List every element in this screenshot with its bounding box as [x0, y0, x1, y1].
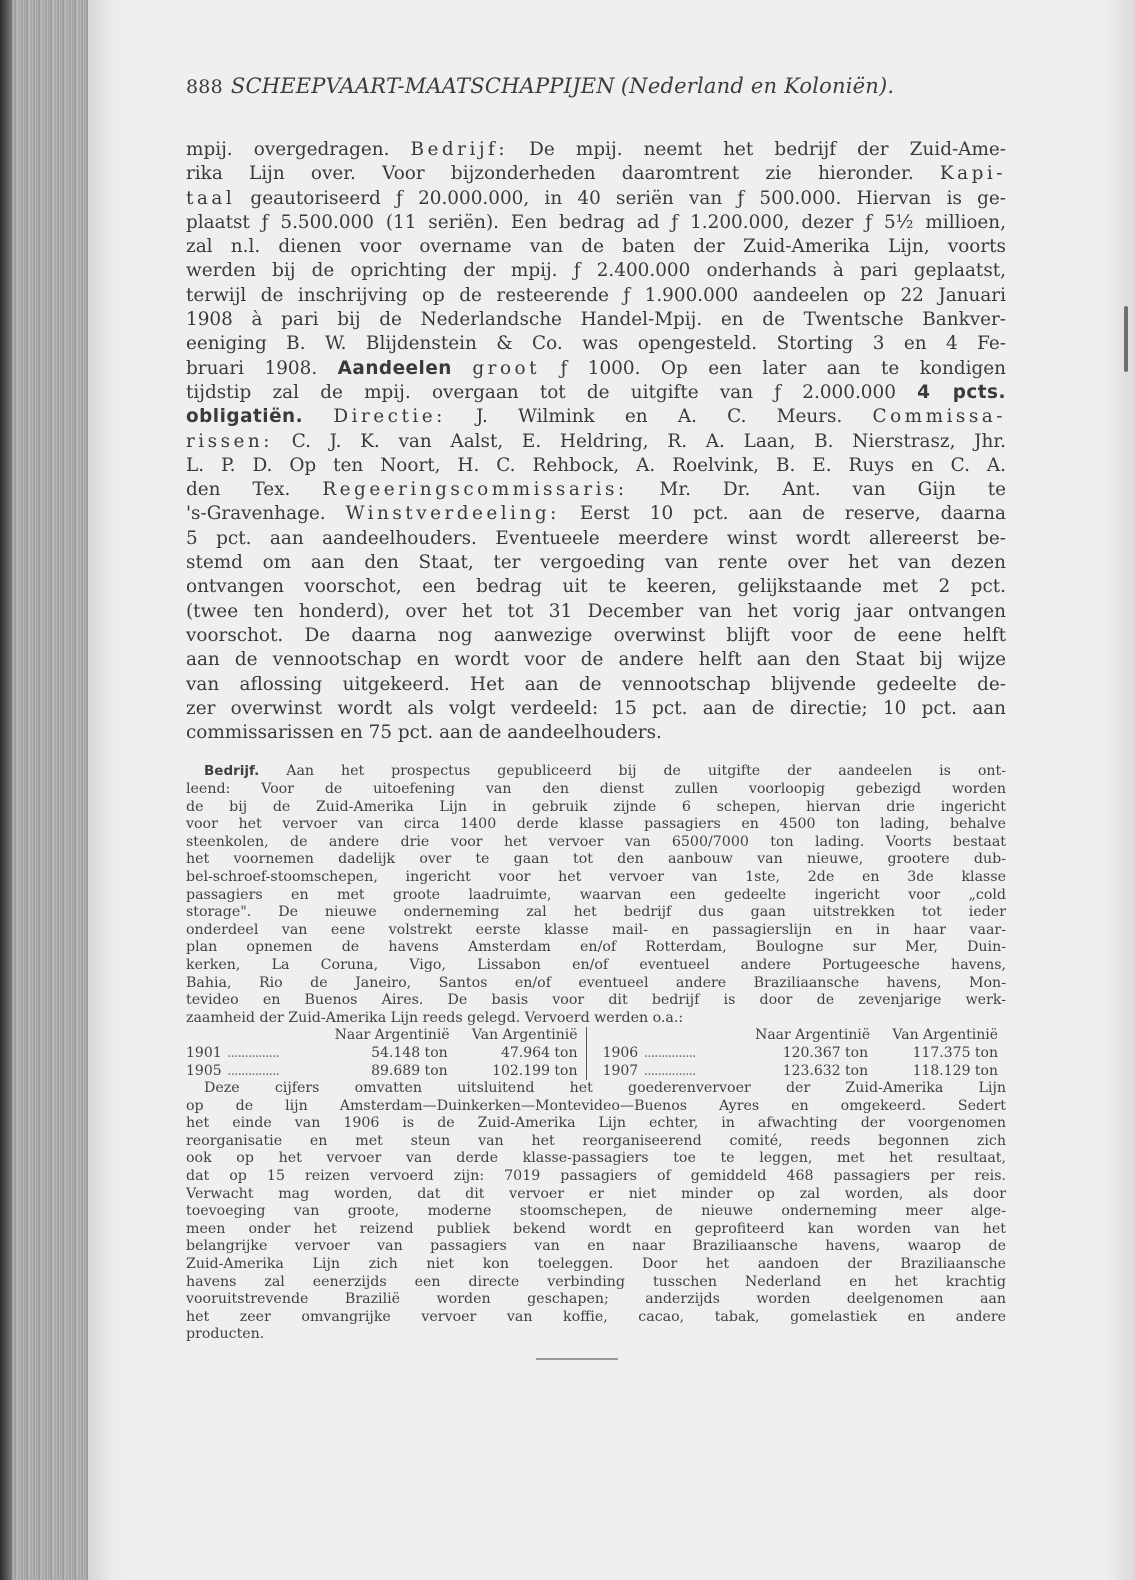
text-run: Mr. Dr. Ant. van Gijn te — [627, 479, 1006, 501]
leader-dots: ............... — [227, 1044, 279, 1061]
text-line: havens zal eenerzijds een directe verbinding tusschen Nederland en het krachtig — [186, 1273, 1006, 1290]
text-line — [186, 332, 1006, 356]
van-value: 118.129 ton — [912, 1062, 998, 1079]
year-cell: 1905 — [186, 1062, 222, 1079]
text-line — [186, 721, 1006, 745]
text-run: commissarissen en 75 pct. aan de aandeelhouders. — [186, 722, 662, 744]
text-line — [186, 904, 1006, 922]
text-line — [186, 624, 1006, 648]
text-run: zaamheid der Zuid-Amerika Lijn reeds gelegd. Vervoerd werden o.a.: — [186, 1009, 684, 1026]
naar-value: 123.632 ton — [782, 1062, 869, 1079]
text-line — [186, 922, 1006, 940]
text-run: zer overwinst wordt als volgt verdeeld: 15 pct. aan de directie; 10 pct. aan — [186, 697, 1006, 719]
freight-table — [186, 1027, 1006, 1080]
text-run: 's-Gravenhage. — [186, 503, 346, 525]
text-line — [186, 781, 1006, 799]
bold-term: 4 pcts. — [917, 381, 1006, 403]
col-van-right: Van Argentinië — [892, 1027, 998, 1044]
text-line: Deze cijfers omvatten uitsluitend het goederenvervoer der Zuid-Amerika Lijn — [204, 1080, 1006, 1097]
col-naar-right: Naar Argentinië — [755, 1027, 871, 1044]
text-line — [186, 187, 1006, 211]
text-run: mpij. overgedragen. — [186, 139, 411, 160]
text-line — [186, 975, 1006, 993]
text-line: het zeer omvangrijke vervoer van koffie, cacao, tabak, gomelastiek en andere — [186, 1308, 1006, 1325]
text-run: ontvangen voorschot, een bedrag uit te keeren, gelijkstaande met 2 pct. — [186, 576, 1006, 598]
gutter-shadow — [88, 0, 128, 1580]
text-line — [186, 284, 1006, 308]
text-line — [186, 648, 1006, 672]
text-line — [186, 381, 1006, 405]
text-line: reorganisatie en met steun van het reorganiseerend comité, reeds begonnen zich — [186, 1132, 1006, 1149]
text-line: meen onder het reizend publiek bekend wordt en geprofiteerd kan worden van het — [186, 1220, 1006, 1237]
bold-term: Aandeelen — [337, 357, 452, 379]
text-line — [186, 600, 1006, 624]
freight-table-header — [186, 1027, 1006, 1045]
text-line — [186, 259, 1006, 283]
table-divider — [586, 1027, 603, 1045]
text-run: C. J. K. van Aalst, E. Heldring, R. A. Laan, B. Nierstrasz, Jhr. — [272, 430, 1006, 452]
text-run: bruari 1908. — [186, 357, 338, 379]
text-line — [186, 235, 1006, 259]
margin-mark — [1124, 306, 1128, 372]
naar-value: 89.689 ton — [371, 1062, 448, 1079]
text-run: De mpij. neemt het bedrijf der Zuid-Ame- — [508, 139, 1006, 160]
text-line: belangrijke vervoer van passagiers van en naar Braziliaansche havens, waarop de — [186, 1238, 1006, 1255]
running-subtitle: (Nederland en Koloniën). — [620, 74, 895, 98]
leader-dots: ............... — [643, 1062, 696, 1079]
naar-value: 120.367 ton — [782, 1044, 869, 1061]
text-line — [186, 816, 1006, 834]
text-line — [186, 211, 1006, 235]
text-line — [186, 834, 1006, 852]
text-line — [186, 405, 1006, 429]
text-line — [186, 138, 1006, 162]
book-binding-edge — [0, 0, 88, 1580]
text-run: Aan het prospectus gepubliceerd bij de uitgifte der aandeelen is ont- — [286, 763, 1007, 780]
text-line — [186, 763, 1006, 781]
table-row — [186, 1045, 1006, 1063]
text-line — [186, 357, 1006, 381]
text-run: storage". De nieuwe onderneming zal het bedrijf dus gaan uitstrekken tot ieder — [186, 904, 1006, 921]
text-run — [452, 358, 473, 379]
text-run: Bahia, Rio de Janeiro, Santos en/of eventueel andere Braziliaansche havens, Mon- — [186, 974, 1006, 991]
year-cell: 1907 — [602, 1062, 639, 1079]
page-right-edge — [1105, 0, 1135, 1580]
text-run: de bij de Zuid-Amerika Lijn in gebruik zijnde 6 schepen, hiervan drie ingericht — [186, 798, 1006, 815]
text-run: werden bij de oprichting der mpij. ƒ 2.400.000 onderhands à pari geplaatst, — [186, 260, 1006, 282]
text-run: eeniging B. W. Blijdenstein & Co. was opengesteld. Storting 3 en 4 Fe- — [186, 333, 1006, 355]
text-line — [186, 502, 1006, 526]
text-line — [186, 527, 1006, 551]
text-line: op de lijn Amsterdam—Duinkerken—Montevideo—Buenos Ayres en omgekeerd. Sedert — [186, 1097, 1006, 1114]
main-paragraph — [186, 138, 1006, 745]
book-page — [186, 74, 1006, 1360]
year-cell: 1906 — [602, 1044, 639, 1061]
text-run: geautoriseerd ƒ 20.000.000, in 40 seriën van ƒ 500.000. Hiervan is ge- — [235, 187, 1006, 209]
year-cell: 1901 — [186, 1044, 222, 1061]
text-run: tijdstip zal de mpij. overgaan tot de uitgifte van ƒ 2.000.000 — [186, 381, 918, 403]
text-run: zal n.l. dienen voor overname van de baten der Zuid-Amerika Lijn, voorts — [186, 236, 1006, 258]
spaced-heading: rissen: — [186, 430, 273, 452]
text-line — [186, 1010, 1006, 1028]
running-title: SCHEEPVAART-MAATSCHAPPIJEN — [230, 74, 615, 98]
text-run: het voornemen dadelijk over te gaan tot den aanbouw van nieuwe, grootere dub- — [186, 851, 1006, 868]
text-line — [186, 551, 1006, 575]
text-run: 5 pct. aan aandeelhouders. Eventueele meerdere winst wordt allereerst be- — [186, 527, 1006, 549]
text-run: van aflossing uitgekeerd. Het aan de vennootschap blijvende gedeelte de- — [186, 673, 1006, 695]
text-line — [186, 162, 1006, 186]
text-line — [186, 869, 1006, 887]
text-line — [186, 454, 1006, 478]
text-run: den Tex. — [186, 479, 323, 501]
table-divider — [586, 1045, 603, 1063]
bold-term: obligatiën. — [186, 406, 304, 428]
text-run: onderdeel van eene volstrekt eerste klasse mail- en passagierslijn en in haar vaar- — [186, 921, 1006, 938]
closing-section — [186, 1080, 1006, 1344]
col-naar-left: Naar Argentinië — [334, 1027, 450, 1044]
text-run: ƒ 1000. Op een later aan te kondigen — [540, 357, 1006, 379]
spaced-heading: Winstverdeeling: — [345, 503, 560, 525]
end-rule — [536, 1358, 618, 1360]
text-line — [186, 308, 1006, 332]
text-run: terwijl de inschrijving op de resteerende ƒ 1.900.000 aandeelen op 22 Januari — [186, 284, 1006, 306]
text-line — [186, 957, 1006, 975]
text-run: aan de vennootschap en wordt voor de andere helft aan den Staat bij wijze — [186, 649, 1006, 671]
page-number: 888 — [186, 76, 223, 98]
spaced-heading: Directie: — [333, 406, 446, 428]
text-line: vooruitstrevende Brazilië worden geschapen; anderzijds worden deelgenomen aan — [186, 1291, 1006, 1308]
bedrijf-lines — [186, 763, 1006, 1027]
van-value: 47.964 ton — [500, 1044, 578, 1061]
text-line: toevoeging van groote, moderne stoomschepen, de nieuwe onderneming meer alge- — [186, 1203, 1006, 1220]
text-run — [303, 406, 333, 427]
text-line: Zuid-Amerika Lijn zich niet kon toeleggen. Door het aandoen der Braziliaansche — [186, 1256, 1006, 1273]
text-run: voor het vervoer van circa 1400 derde klasse passagiers en 4500 ton lading, behalve — [186, 816, 1006, 833]
text-line — [186, 673, 1006, 697]
text-line — [186, 697, 1006, 721]
section-lead: Bedrijf. — [204, 763, 260, 780]
naar-value: 54.148 ton — [371, 1044, 448, 1061]
text-run: kerken, La Coruna, Vigo, Lissabon en/of eventueel andere Portugeesche havens, — [186, 956, 1006, 973]
running-head — [186, 74, 1006, 114]
spaced-heading: Regeeringscommissaris: — [322, 479, 628, 501]
van-value: 102.199 ton — [492, 1062, 578, 1079]
text-run: leend: Voor de uitoefening van den dienst zullen voorloopig gebezigd worden — [186, 781, 1006, 798]
spaced-heading: taal — [186, 187, 236, 209]
text-line — [186, 478, 1006, 502]
text-line — [186, 939, 1006, 957]
text-line — [186, 799, 1006, 817]
text-run: plan opnemen de havens Amsterdam en/of Rotterdam, Boulogne sur Mer, Duin- — [186, 939, 1006, 956]
text-line: Verwacht mag worden, dat dit vervoer er niet minder op zal worden, als door — [186, 1185, 1006, 1202]
text-run: bel-schroef-stoomschepen, ingericht voor het vervoer van 1ste, 2de en 3de klasse — [186, 868, 1006, 885]
text-line — [186, 851, 1006, 869]
text-line: het einde van 1906 is de Zuid-Amerika Lijn echter, in afwachting der voorgenomen — [186, 1115, 1006, 1132]
text-line: producten. — [186, 1326, 265, 1343]
col-van-left: Van Argentinië — [471, 1027, 578, 1044]
text-run: voorschot. De daarna nog aanwezige overwinst blijft voor de eene helft — [186, 624, 1006, 646]
leader-dots: ............... — [227, 1062, 279, 1079]
text-line — [186, 575, 1006, 599]
text-run: L. P. D. Op ten Noort, H. C. Rehbock, A. Roelvink, B. E. Ruys en C. A. — [186, 454, 1006, 476]
text-run: tevideo en Buenos Aires. De basis voor dit bedrijf is door de zevenjarige werk- — [186, 992, 1006, 1009]
text-run: rika Lijn over. Voor bijzonderheden daaromtrent zie hieronder. — [186, 163, 940, 185]
text-run: plaatst ƒ 5.500.000 (11 seriën). Een bedrag ad ƒ 1.200.000, dezer ƒ 5½ millioen, — [186, 211, 1006, 233]
van-value: 117.375 ton — [912, 1044, 998, 1061]
bedrijf-section — [186, 763, 1006, 1360]
text-line — [186, 430, 1006, 454]
text-run: J. Wilmink en A. C. Meurs. — [445, 406, 873, 428]
text-run: 1908 à pari bij de Nederlandsche Handel-Mpij. en de Twentsche Bankver- — [186, 309, 1006, 331]
spaced-heading: groot — [472, 357, 540, 379]
text-line: ook op het vervoer van derde klasse-passagiers toe te leggen, met het resultaat, — [186, 1150, 1006, 1167]
table-row — [186, 1063, 1006, 1081]
leader-dots: ............... — [643, 1044, 696, 1061]
text-run: steenkolen, de andere drie voor het vervoer van 6500/7000 ton lading. Voorts bestaat — [186, 833, 1006, 850]
text-run: (twee ten honderd), over het tot 31 December van het vorig jaar ontvangen — [186, 600, 1006, 622]
text-line — [186, 992, 1006, 1010]
spaced-heading: Kapi- — [939, 163, 1006, 185]
spaced-heading: Commissa- — [872, 406, 1006, 428]
text-line: dat op 15 reizen vervoerd zijn: 7019 passagiers of gemiddeld 468 passagiers per reis. — [186, 1168, 1006, 1185]
text-run: stemd om aan den Staat, ter vergoeding van rente over het van dezen — [186, 552, 1006, 574]
text-line — [186, 887, 1006, 905]
table-divider — [586, 1063, 603, 1081]
text-run: Eerst 10 pct. aan de reserve, daarna — [559, 503, 1006, 525]
text-run: passagiers en met groote laadruimte, waarvan een gedeelte ingericht voor „cold — [186, 886, 1006, 903]
spaced-heading: Bedrijf: — [410, 139, 509, 160]
